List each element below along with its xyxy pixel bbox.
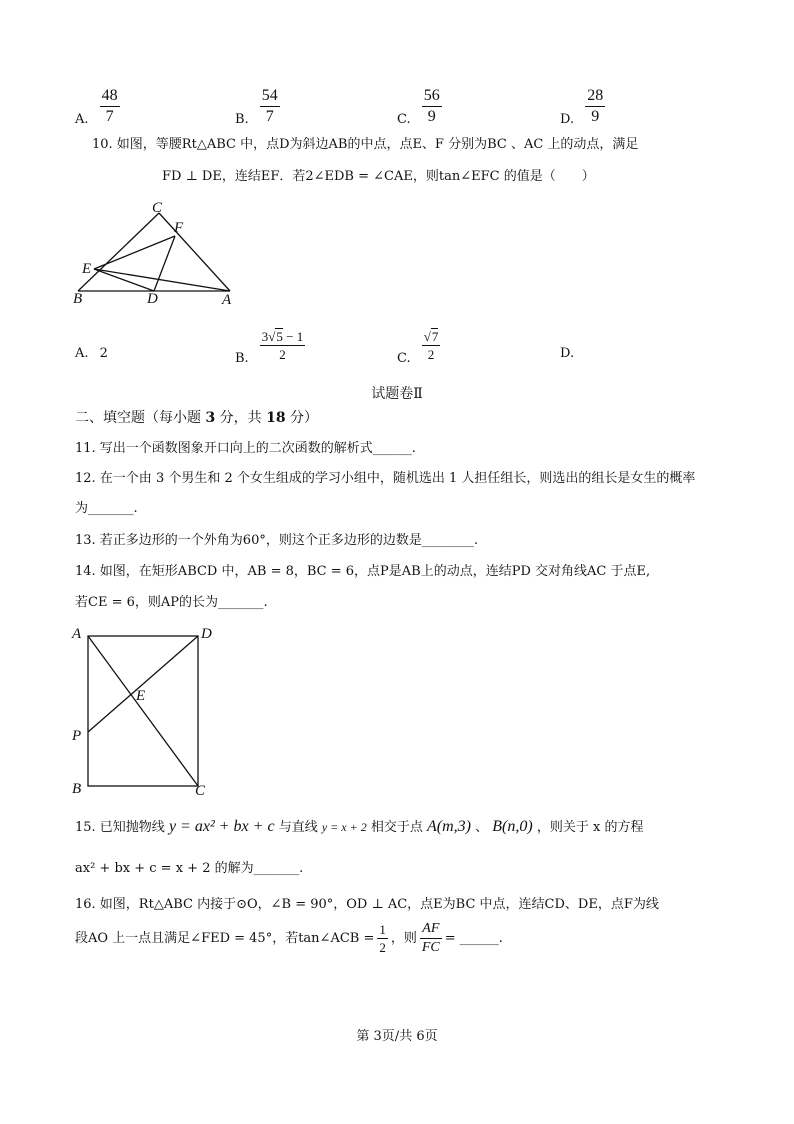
fraction-bar [422,106,442,107]
segment-PD [88,636,198,732]
q10-line2: FD ⊥ DE，连结EF．若2∠EDB = ∠CAE，则tan∠EFC 的值是（ ） [162,169,595,184]
label-E: E [82,261,92,277]
q9-option-d [560,88,605,125]
q10-option-d [560,342,574,361]
fraction-denominator: 2 [379,940,386,955]
option-label: A. [75,346,89,361]
line-equation: y = x + 2 [321,820,367,834]
q11-text: 11. 写出一个函数图象开口向上的二次函数的解析式______. [75,441,416,456]
fraction-denominator: 9 [591,108,600,125]
heading-score: 3 [205,410,216,426]
radicand: 7 [431,329,439,344]
fraction-bar [260,345,305,346]
q10-triangle-figure [72,198,252,310]
fraction-bar [377,938,388,939]
label-C: C [152,200,163,216]
fraction [100,88,120,125]
option-value: 2 [99,346,108,361]
q16-text-a: 段AO 上一点且满足∠FED = 45°，若tan∠ACB = [75,930,375,946]
fraction-ratio [420,922,442,955]
segment-EA [94,269,230,291]
section-title: 试题卷Ⅱ [371,386,423,402]
segment-ED [94,269,154,291]
q10-line1: 10. 如图，等腰Rt△ABC 中，点D为斜边AB的中点，点E、F 分别为BC 、AC 上的动点，满足 [92,137,639,152]
q15-line2: ax² + bx + c = x + 2 的解为_______. [75,861,304,876]
q16-text-c: = ______. [444,930,503,946]
label-D: D [147,291,158,307]
fraction-denominator: 9 [427,108,436,125]
label-A: A [222,292,232,308]
q10-option-c [397,329,440,366]
q10-option-a [75,342,108,363]
q14-rectangle-figure [70,620,230,800]
q14-line2: 若CE = 6，则AP的长为_______. [75,595,268,610]
q14-line1: 14. 如图，在矩形ABCD 中，AB = 8，BC = 6，点P是AB上的动点，连结PD 交对角线AC 于点E, [75,564,651,579]
fraction-denominator: FC [421,940,440,955]
option-label: C. [397,351,411,366]
q9-option-a [75,88,120,125]
q15-text-b: 与直线 [278,820,318,835]
fraction [422,330,441,361]
option-label: A. [75,112,89,127]
option-label: D. [560,346,575,361]
q9-option-c [397,88,442,125]
label-D: D [201,626,212,642]
q16-line1: 16. 如图，Rt△ABC 内接于⊙O，∠B = 90°，OD ⊥ AC，点E为BC 中点，连结CD、DE，点F为线 [75,897,659,912]
q12-line2: 为_______. [75,501,138,516]
label-E: E [136,688,146,704]
fraction-bar [260,106,280,107]
fraction [260,330,305,361]
q15-text-d: ，则关于 x 的方程 [536,820,644,835]
heading-total: 18 [266,410,286,426]
option-label: C. [397,112,411,127]
point-b: B(n,0) [492,818,533,835]
heading-suffix: 分） [290,410,319,426]
fraction-bar [585,106,605,107]
diagonal-AC [88,636,198,786]
q15-line1 [75,818,643,837]
fraction-numerator: 3√5 − 1 [261,329,304,344]
q16-line2 [75,922,503,955]
heading-mid: 分，共 [219,410,262,426]
heading-prefix: 二、填空题（每小题 [75,410,201,426]
fraction-numerator: √7 [423,329,439,344]
label-B: B [72,781,82,797]
segment-CA [159,213,230,291]
fraction-numerator: 54 [261,87,278,104]
option-label: D. [560,112,575,127]
fraction-bar [100,106,120,107]
fraction-denominator: 7 [265,108,274,125]
q12-line1: 12. 在一个由 3 个男生和 2 个女生组成的学习小组中，随机选出 1 人担任组长，则选出的组长是女生的概率 [75,471,696,486]
fraction-denominator: 7 [105,108,114,125]
label-P: P [72,728,82,744]
fraction-denominator: 2 [279,347,286,362]
fraction [260,88,280,125]
fraction-numerator: 28 [587,87,604,104]
parabola-equation: y = ax² + bx + c [168,818,275,835]
option-label: B. [235,112,249,127]
q16-text-b: ，则 [390,930,417,946]
q9-options [75,88,725,128]
q15-text-a: 15. 已知抛物线 [75,820,165,835]
label-A: A [72,626,82,642]
numerator-tail: − 1 [282,329,304,344]
fraction [422,88,442,125]
fraction-numerator: 56 [423,87,440,104]
label-B: B [73,291,83,307]
q9-option-b [235,88,280,125]
q10-option-b [235,329,305,366]
segment-BC [78,213,159,291]
radicand: 5 [276,329,283,344]
q15-separator: 、 [475,820,489,835]
page-footer: 第 3页/共 6页 [356,1029,438,1044]
segment-EF [94,236,175,269]
fraction-denominator: 2 [427,347,435,362]
coefficient: 3 [261,329,269,344]
fraction-half [377,923,388,954]
segment-DF [154,236,175,291]
fraction-bar [422,345,441,346]
label-F: F [174,220,184,236]
option-label: B. [235,351,249,366]
label-C: C [195,783,206,799]
q15-text-c: 相交于点 [370,820,423,835]
fraction [585,88,605,125]
fraction-numerator: 48 [101,87,118,104]
part2-heading [75,409,318,427]
q13-text: 13. 若正多边形的一个外角为60°，则这个正多边形的边数是________. [75,533,478,548]
fraction-numerator: 1 [379,922,386,937]
point-a: A(m,3) [427,818,471,835]
fraction-bar [420,938,442,939]
fraction-numerator: AF [422,921,440,936]
